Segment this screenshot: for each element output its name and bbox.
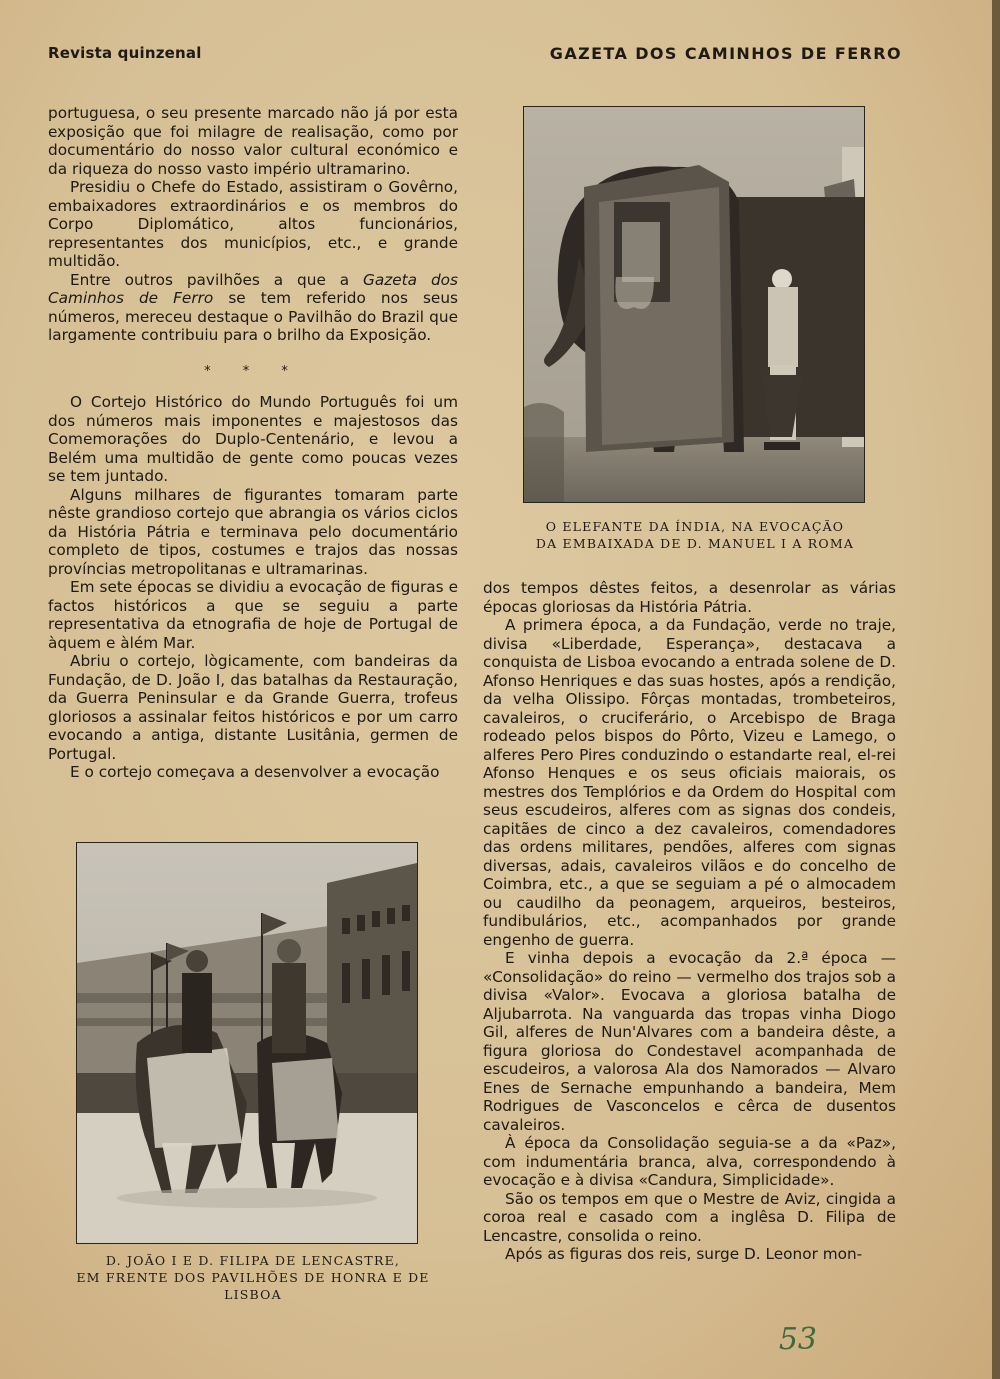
elephant-photo <box>523 106 865 503</box>
elephant-photo-image <box>524 107 864 502</box>
paragraph: Abriu o cortejo, lògicamente, com bandeiras da Fundação, de D. João I, das batalhas da Restauração, da Guerra Peninsular e da Grande Guerra, trofeus gloriosos a assinalar feitos históricos e por um carro evocando a antiga, distante Lusitânia, germen de Portugal. <box>48 652 458 763</box>
paragraph: Entre outros pavilhões a que a Gazeta dos Caminhos de Ferro se tem referido nos seus números, mereceu destaque o Pavilhão do Brazil que largamente contribuiu para o brilho da Exposição. <box>48 270 459 344</box>
paragraph: Alguns milhares de figurantes tomaram parte nêste grandioso cortejo que abrangia os vários ciclos da História Pátria e terminava pelo documentário completo de tipos, costumes e trajos das nossas províncias metropolitanas e ultramarinas. <box>48 485 458 578</box>
paragraph: A primera época, a da Fundação, verde no traje, divisa «Liberdade, Esperança», destacava a conquista de Lisboa evocando a entrada solene de D. Afonso Henriques e das suas hostes, após a rendição, da velha Olissipo. Fôrças montadas, trombeteiros, cavaleiros, o cruciferário, o Arcebispo de Braga rodeado pelos bispos do Pôrto, Vizeu e Lamego, o alferes Pero Pires conduzindo o estandarte real, el-rei Afonso Henques e os seus oficiais maiorais, os mestres dos Templórios e da Ordem do Hospital com seus escudeiros, alferes com as signas dos condeis, capitães de cinco a dez cavaleiros, comendadores das ordens militares, pendões, alferes com signas diversas, adais, cavaleiros vilãos e do concelho de Coimbra, etc., a que se seguiam a pé o almocadem ou caudilho da peonagem, arqueiros, besteiros, fundibulários, etc., acompanhados por grande engenho de guerra. <box>483 616 896 949</box>
page-edge-shadow <box>992 0 1000 1379</box>
riders-caption: D. JOÃO I E D. FILIPA DE LENCASTRE, EM FRENTE DOS PAVILHÕES DE HONRA E DE LISBOA <box>76 1253 430 1302</box>
paragraph: São os tempos em que o Mestre de Aviz, cingida a coroa real e casado com a inglêsa D. Filipa de Lencastre, consolida o reino. <box>483 1189 896 1245</box>
running-head-left: Revista quinzenal <box>48 44 202 62</box>
paragraph: À época da Consolidação seguia-se a da «Paz», com indumentária branca, alva, correspondendo à evocação e à divisa «Candura, Simplicidade». <box>483 1134 896 1189</box>
page-number: 53 <box>778 1322 817 1357</box>
elephant-caption: O ELEFANTE DA ÍNDIA, NA EVOCAÇÃO DA EMBAIXADA DE D. MANUEL I A ROMA <box>535 519 855 551</box>
left-column <box>48 104 458 782</box>
paragraph: Em sete épocas se dividiu a evocação de figuras e factos históricos a que se seguiu a parte representativa da etnografia de hoje de Portugal de àquem e àlém Mar. <box>48 578 458 652</box>
paragraph: Presidiu o Chefe do Estado, assistiram o Govêrno, embaixadores extraordinários e os membros do Corpo Diplomático, altos funcionários, representantes dos municípios, etc., e grande multidão. <box>48 178 458 270</box>
paragraph: O Cortejo Histórico do Mundo Português foi um dos números mais imponentes e majestosos das Comemorações do Duplo-Centenário, e levou a Belém uma multidão de gente como poucas vezes se tem juntado. <box>48 393 458 485</box>
paragraph: Após as figuras dos reis, surge D. Leonor mon- <box>505 1245 863 1263</box>
running-head-right: GAZETA DOS CAMINHOS DE FERRO <box>549 44 902 63</box>
paragraph: portuguesa, o seu presente marcado não já por esta exposição que foi milagre de realisação, como por documentário do nosso valor cultural económico e da riqueza do nosso vasto império ultramarino. <box>48 104 458 178</box>
paragraph: dos tempos dêstes feitos, a desenrolar as várias épocas gloriosas da História Pátria. <box>483 579 896 616</box>
section-divider: * * * <box>204 363 302 379</box>
right-column <box>483 579 896 1264</box>
riders-photo <box>76 842 418 1244</box>
riders-photo-image <box>77 843 417 1243</box>
paragraph: E o cortejo começava a desenvolver a evocação <box>70 763 440 781</box>
paragraph: E vinha depois a evocação da 2.ª época — «Consolidação» do reino — vermelho dos trajos sob a divisa «Valor». Evocava a gloriosa batalha de Aljubarrota. Na vanguarda das tropas vinha Diogo Gil, alferes de Nun'Alvares com a bandeira dêste, a figura gloriosa do Condestavel acompanhada de escudeiros, a valorosa Ala dos Namorados — Alvaro Enes de Sernache empunhando a bandeira, Mem Rodrigues de Vasconcelos e cêrca de dusentos cavaleiros. <box>483 949 896 1134</box>
